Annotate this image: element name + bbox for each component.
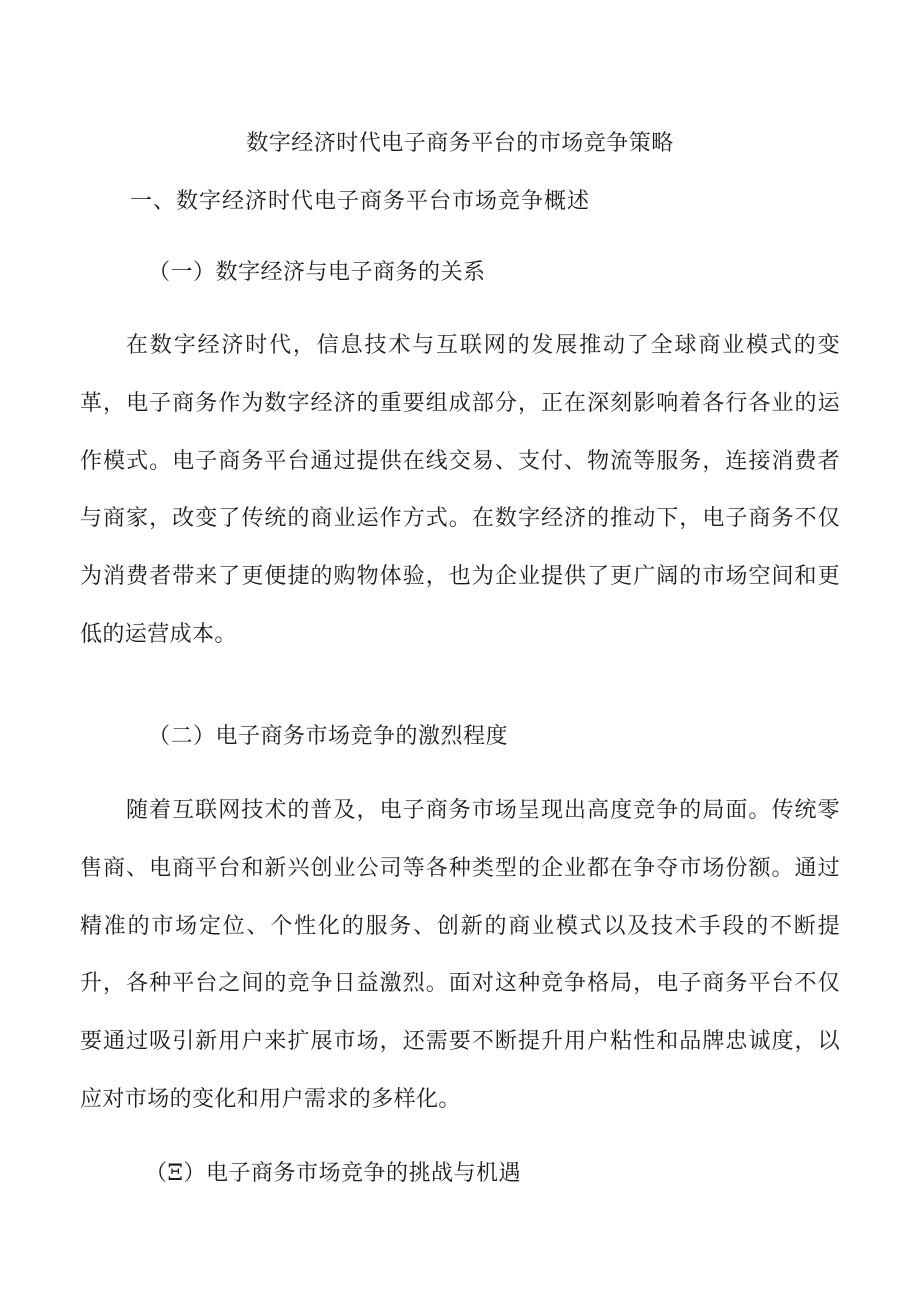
section-heading-1: 一、数字经济时代电子商务平台市场竞争概述	[130, 189, 591, 214]
subsection-heading-1: （一）数字经济与电子商务的关系	[148, 260, 486, 285]
document-title: 数字经济时代电子商务平台的市场竞争策略	[246, 131, 674, 156]
subsection-heading-3: （Ξ）电子商务市场竞争的挑战与机遇	[145, 1161, 521, 1186]
paragraph-2: 随着互联网技术的普及，电子商务市场呈现出高度竞争的局面。传统零售商、电商平台和新兴创业公司等各种类型的企业都在争夺市场份额。通过精准的市场定位、个性化的服务、创新的商业模式以及技术手段的不断提升，各种平台之间的竞争日益激烈。面对这种竞争格局，电子商务平台不仅要通过吸引新用户来扩展市场，还需要不断提升用户粘性和品牌忠诚度，以应对市场的变化和用户需求的多样化。	[80, 798, 840, 1112]
subsection-heading-2: （二）电子商务市场竞争的激烈程度	[148, 724, 509, 749]
paragraph-1: 在数字经济时代，信息技术与互联网的发展推动了全球商业模式的变革，电子商务作为数字经济的重要组成部分，正在深刻影响着各行各业的运作模式。电子商务平台通过提供在线交易、支付、物流等服务，连接消费者与商家，改变了传统的商业运作方式。在数字经济的推动下，电子商务不仅为消费者带来了更便捷的购物体验，也为企业提供了更广阔的市场空间和更低的运营成本。	[80, 333, 840, 647]
